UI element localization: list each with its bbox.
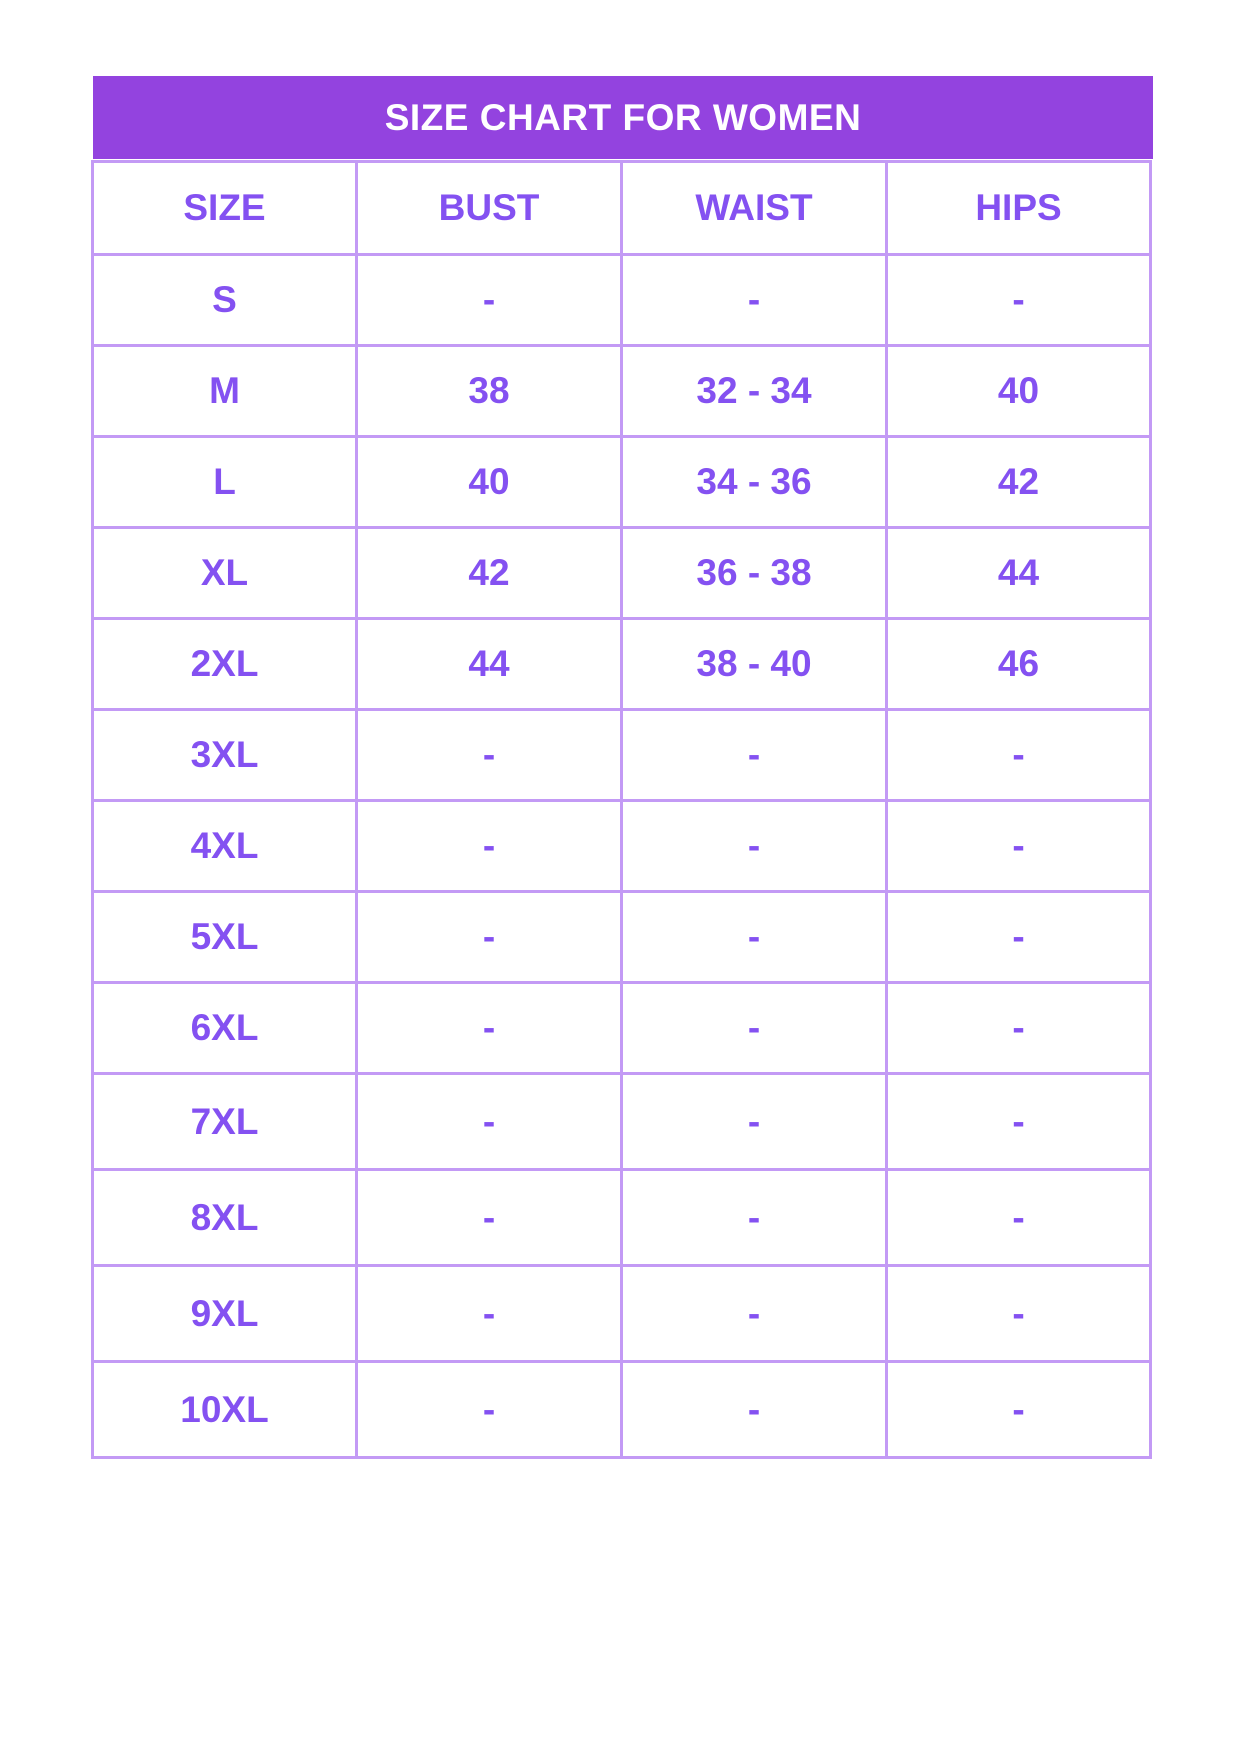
table-row — [93, 528, 1151, 619]
size-cell: 10XL — [93, 1362, 357, 1458]
waist-cell: 34 - 36 — [622, 437, 887, 528]
table-row — [93, 437, 1151, 528]
chart-title: SIZE CHART FOR WOMEN — [93, 76, 1153, 159]
hips-cell: - — [887, 1170, 1151, 1266]
hips-cell: 42 — [887, 437, 1151, 528]
size-cell: 3XL — [93, 710, 357, 801]
size-cell: S — [93, 255, 357, 346]
hips-cell: 44 — [887, 528, 1151, 619]
header-bust: BUST — [357, 162, 622, 255]
hips-cell: - — [887, 255, 1151, 346]
bust-cell: 44 — [357, 619, 622, 710]
waist-cell: - — [622, 892, 887, 983]
table-row — [93, 1266, 1151, 1362]
table-row — [93, 1170, 1151, 1266]
size-cell: L — [93, 437, 357, 528]
bust-cell: - — [357, 1362, 622, 1458]
bust-cell: - — [357, 892, 622, 983]
waist-cell: - — [622, 1074, 887, 1170]
bust-cell: - — [357, 1170, 622, 1266]
hips-cell: - — [887, 801, 1151, 892]
hips-cell: - — [887, 983, 1151, 1074]
waist-cell: 36 - 38 — [622, 528, 887, 619]
table-row — [93, 892, 1151, 983]
size-cell: 7XL — [93, 1074, 357, 1170]
table-row — [93, 983, 1151, 1074]
bust-cell: - — [357, 801, 622, 892]
table-row — [93, 1074, 1151, 1170]
bust-cell: - — [357, 1266, 622, 1362]
waist-cell: 32 - 34 — [622, 346, 887, 437]
header-hips: HIPS — [887, 162, 1151, 255]
header-waist: WAIST — [622, 162, 887, 255]
table-row — [93, 801, 1151, 892]
header-row — [93, 162, 1151, 255]
bust-cell: - — [357, 983, 622, 1074]
hips-cell: - — [887, 1074, 1151, 1170]
waist-cell: - — [622, 710, 887, 801]
table-row — [93, 710, 1151, 801]
size-cell: 5XL — [93, 892, 357, 983]
size-cell: 4XL — [93, 801, 357, 892]
bust-cell: - — [357, 710, 622, 801]
size-cell: XL — [93, 528, 357, 619]
size-cell: M — [93, 346, 357, 437]
waist-cell: - — [622, 1362, 887, 1458]
waist-cell: - — [622, 801, 887, 892]
header-size: SIZE — [93, 162, 357, 255]
hips-cell: - — [887, 1266, 1151, 1362]
bust-cell: 38 — [357, 346, 622, 437]
size-cell: 8XL — [93, 1170, 357, 1266]
bust-cell: - — [357, 255, 622, 346]
bust-cell: 42 — [357, 528, 622, 619]
size-cell: 2XL — [93, 619, 357, 710]
table-row — [93, 619, 1151, 710]
bust-cell: - — [357, 1074, 622, 1170]
size-table — [91, 160, 1152, 1459]
size-cell: 6XL — [93, 983, 357, 1074]
table-row — [93, 255, 1151, 346]
bust-cell: 40 — [357, 437, 622, 528]
hips-cell: - — [887, 892, 1151, 983]
hips-cell: 40 — [887, 346, 1151, 437]
hips-cell: - — [887, 1362, 1151, 1458]
hips-cell: - — [887, 710, 1151, 801]
waist-cell: - — [622, 255, 887, 346]
waist-cell: - — [622, 1170, 887, 1266]
size-cell: 9XL — [93, 1266, 357, 1362]
table-row — [93, 346, 1151, 437]
waist-cell: - — [622, 1266, 887, 1362]
hips-cell: 46 — [887, 619, 1151, 710]
table-row — [93, 1362, 1151, 1458]
waist-cell: 38 - 40 — [622, 619, 887, 710]
waist-cell: - — [622, 983, 887, 1074]
